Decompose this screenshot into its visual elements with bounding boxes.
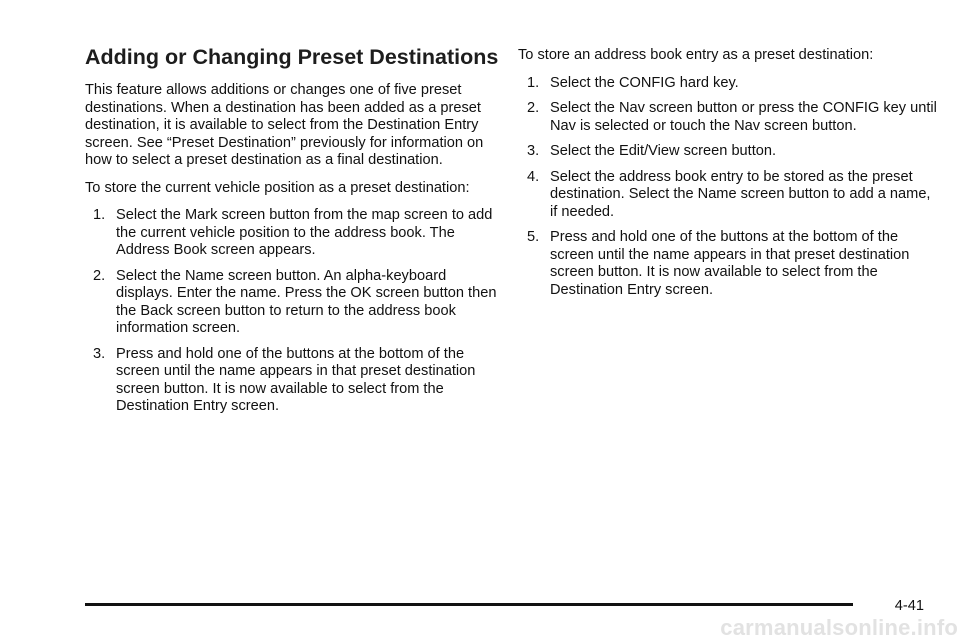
step-number: 3. <box>93 345 106 362</box>
right-column <box>518 47 938 307</box>
list-item <box>518 75 938 93</box>
list-item <box>518 100 938 135</box>
step-text: Select the Name screen button. An alpha-keyboard displays. Enter the name. Press the OK screen button then the Back screen button to return to the address book information screen. <box>116 267 497 336</box>
section-title: Adding or Changing Preset Destinations <box>85 45 499 69</box>
intro-paragraph: This feature allows additions or changes one of five preset destinations. When a destination has been added as a preset destination, it is available to select from the Destination Entry screen. See “Preset Destination” previously for information on how to select a preset destination as a final destination. <box>85 82 484 168</box>
footer-rule <box>85 603 853 606</box>
step-list-vehicle-position <box>85 207 500 416</box>
list-item <box>518 169 938 222</box>
list-item <box>85 207 500 260</box>
step-number: 1. <box>527 74 540 91</box>
step-number: 3. <box>527 143 540 159</box>
page-number: 4-41 <box>894 598 924 614</box>
step-number: 2. <box>93 267 106 284</box>
step-list-address-book <box>518 75 938 300</box>
step-text: Select the CONFIG hard key. <box>550 74 739 91</box>
step-text: Select the Mark screen button from the map screen to add the current vehicle position to the address book. The Address Book screen appears. <box>116 207 493 258</box>
step-number: 5. <box>527 229 540 245</box>
list-item <box>85 346 500 416</box>
step-text: Press and hold one of the buttons at the bottom of the screen until the name appears in that preset destination screen button. It is now available to select from the Destination Entry screen. <box>116 345 476 414</box>
list-item <box>518 229 938 299</box>
list-item <box>518 143 938 161</box>
lead-paragraph: To store an address book entry as a preset destination: <box>518 47 874 63</box>
step-number: 2. <box>527 100 540 116</box>
step-number: 4. <box>527 168 540 185</box>
step-number: 1. <box>93 207 106 223</box>
lead-paragraph: To store the current vehicle position as a preset destination: <box>85 179 470 196</box>
list-item <box>85 268 500 338</box>
watermark: carmanualsonline.info <box>720 615 958 640</box>
step-text: Select the Edit/View screen button. <box>550 143 777 159</box>
step-text: Select the address book entry to be stored as the preset destination. Select the Name screen button to add a name, if needed. <box>550 168 931 220</box>
step-text: Press and hold one of the buttons at the bottom of the screen until the name appears in that preset destination screen button. It is now available to select from the Destination Entry screen. <box>550 229 910 298</box>
step-text: Select the Nav screen button or press the CONFIG key until Nav is selected or touch the Nav screen button. <box>550 100 937 134</box>
left-column <box>85 44 500 424</box>
